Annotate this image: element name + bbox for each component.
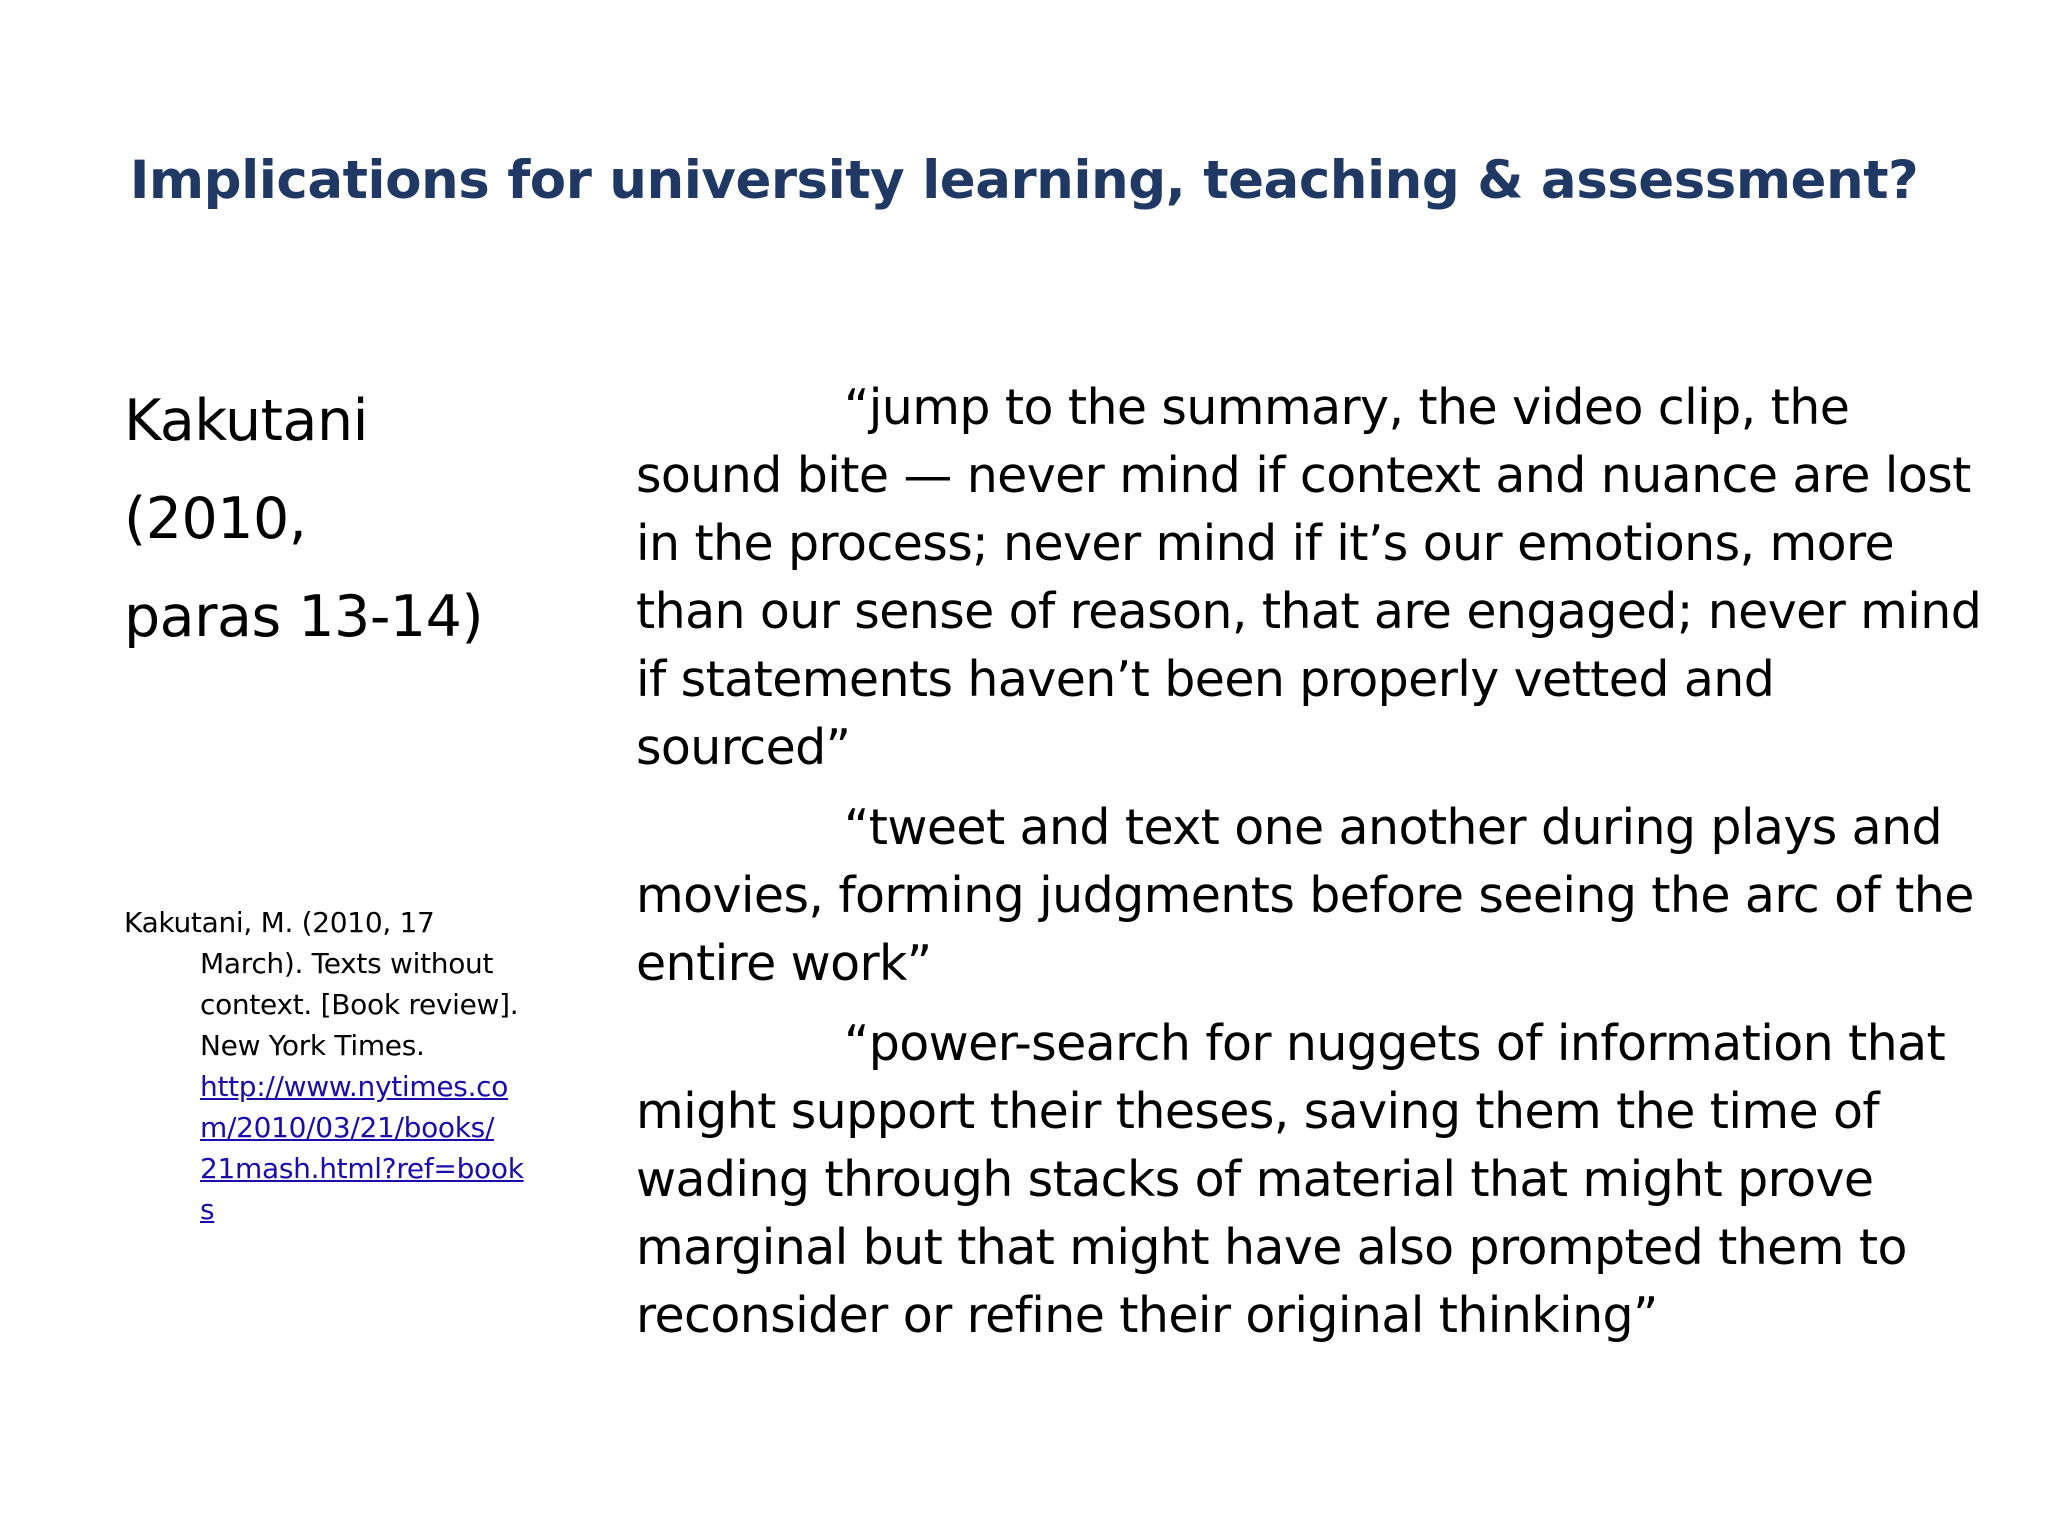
quote-line: than our sense of reason, that are engaged; never mind [636,583,1982,640]
reference-line: New York Times. [200,1029,425,1062]
reference-line: context. [Book review]. [200,988,519,1021]
reference-link-line[interactable]: 21mash.html?ref=book [200,1152,524,1185]
citation-heading [124,372,544,666]
citation-line: (2010, [124,486,307,552]
quote-line: “power-search for nuggets of information that [844,1015,1946,1072]
reference-link-line[interactable]: http://www.nytimes.co [200,1070,509,1103]
quote-line: in the process; never mind if it’s our emotions, more [636,515,1894,572]
citation-line: paras 13-14) [124,584,484,650]
quote-line: sourced” [636,719,851,776]
quote-line: movies, forming judgments before seeing the arc of the [636,867,1974,924]
quote-paragraph [636,374,1982,782]
quote-line: marginal but that might have also prompted them to [636,1219,1907,1276]
reference-link-line[interactable]: s [200,1193,215,1226]
reference-line: March). Texts without [200,947,494,980]
quote-paragraph [636,794,1974,998]
quotes-block [636,374,1982,1362]
slide-title: Implications for university learning, teaching & assessment? [129,150,1919,211]
reference-link[interactable] [200,1066,544,1230]
quote-line: if statements haven’t been properly vetted and [636,651,1775,708]
quote-line: sound bite — never mind if context and nuance are lost [636,447,1971,504]
reference-link-line[interactable]: m/2010/03/21/books/ [200,1111,495,1144]
reference-entry [124,902,544,1230]
quote-line: “jump to the summary, the video clip, the [844,379,1850,436]
quote-line: “tweet and text one another during plays and [844,799,1943,856]
quote-paragraph [636,1010,1946,1350]
quote-line: reconsider or refine their original thinking” [636,1287,1658,1344]
citation-line: Kakutani [124,388,368,454]
quote-line: might support their theses, saving them the time of [636,1083,1880,1140]
reference-first-line: Kakutani, M. (2010, 17 [124,906,435,939]
quote-line: wading through stacks of material that might prove [636,1151,1874,1208]
reference-continuation [124,943,544,1230]
quote-line: entire work” [636,935,932,992]
